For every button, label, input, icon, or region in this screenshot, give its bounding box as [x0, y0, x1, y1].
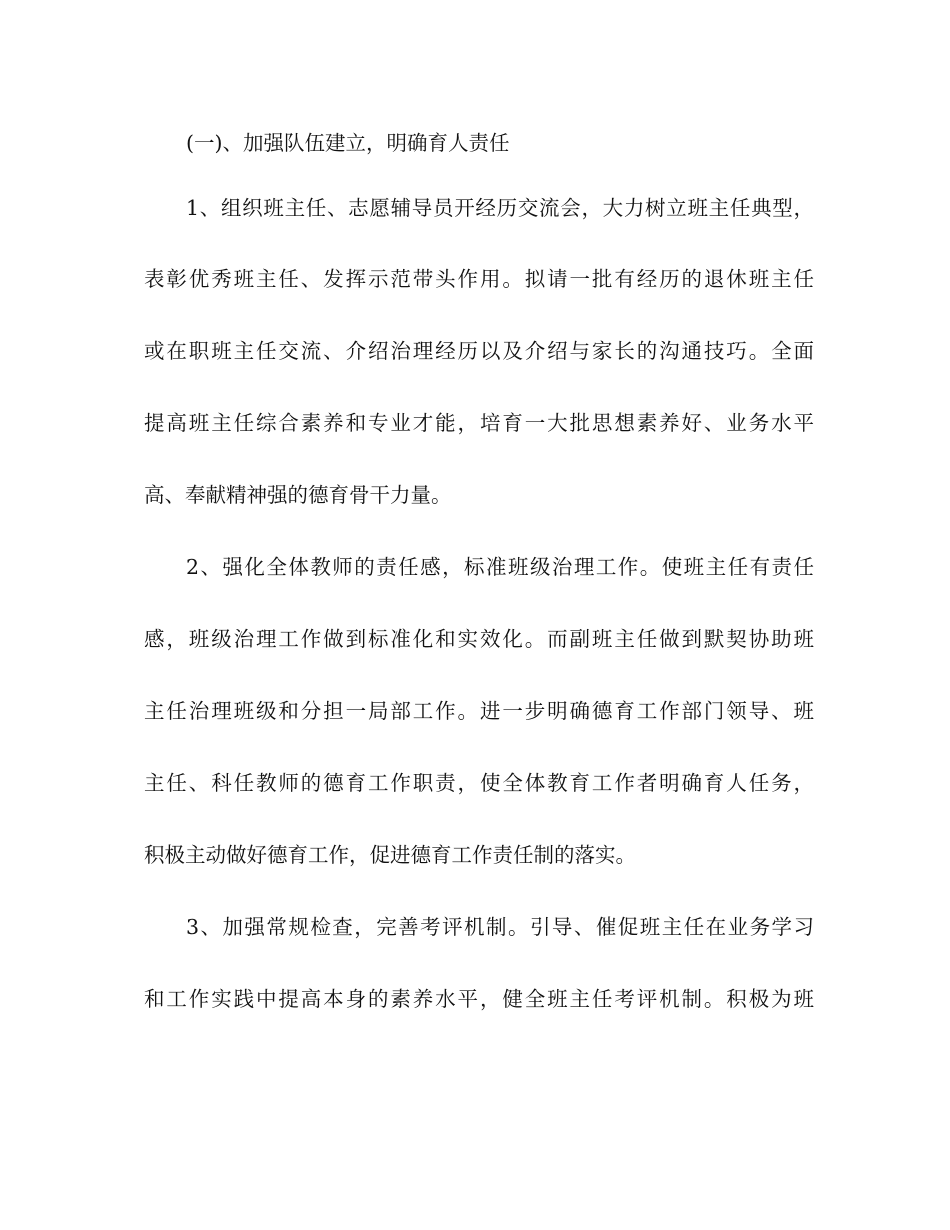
paragraph-line: 高、奉献精神强的德育骨干力量。 — [144, 483, 452, 507]
paragraph-line: 和工作实践中提高本身的素养水平，健全班主任考评机制。积极为班 — [144, 987, 814, 1011]
paragraph-line: 3、加强常规检查，完善考评机制。引导、催促班主任在业务学习 — [186, 915, 814, 939]
paragraph-line: 表彰优秀班主任、发挥示范带头作用。拟请一批有经历的退休班主任 — [144, 267, 814, 291]
paragraph-line: 感，班级治理工作做到标准化和实效化。而副班主任做到默契协助班 — [144, 627, 814, 651]
paragraph-line: 1、组织班主任、志愿辅导员开经历交流会，大力树立班主任典型， — [186, 196, 814, 220]
paragraph-line: 主任治理班级和分担一局部工作。进一步明确德育工作部门领导、班 — [144, 699, 814, 723]
paragraph-line: 提高班主任综合素养和专业才能，培育一大批思想素养好、业务水平 — [144, 411, 814, 435]
paragraph-line: 积极主动做好德育工作，促进德育工作责任制的落实。 — [144, 843, 636, 867]
paragraph-line: 2、强化全体教师的责任感，标准班级治理工作。使班主任有责任 — [186, 555, 814, 579]
section-heading: (一)、加强队伍建立，明确育人责任 — [186, 131, 510, 155]
paragraph-line: 或在职班主任交流、介绍治理经历以及介绍与家长的沟通技巧。全面 — [144, 339, 814, 363]
paragraph-line: 主任、科任教师的德育工作职责，使全体教育工作者明确育人任务， — [144, 771, 814, 795]
